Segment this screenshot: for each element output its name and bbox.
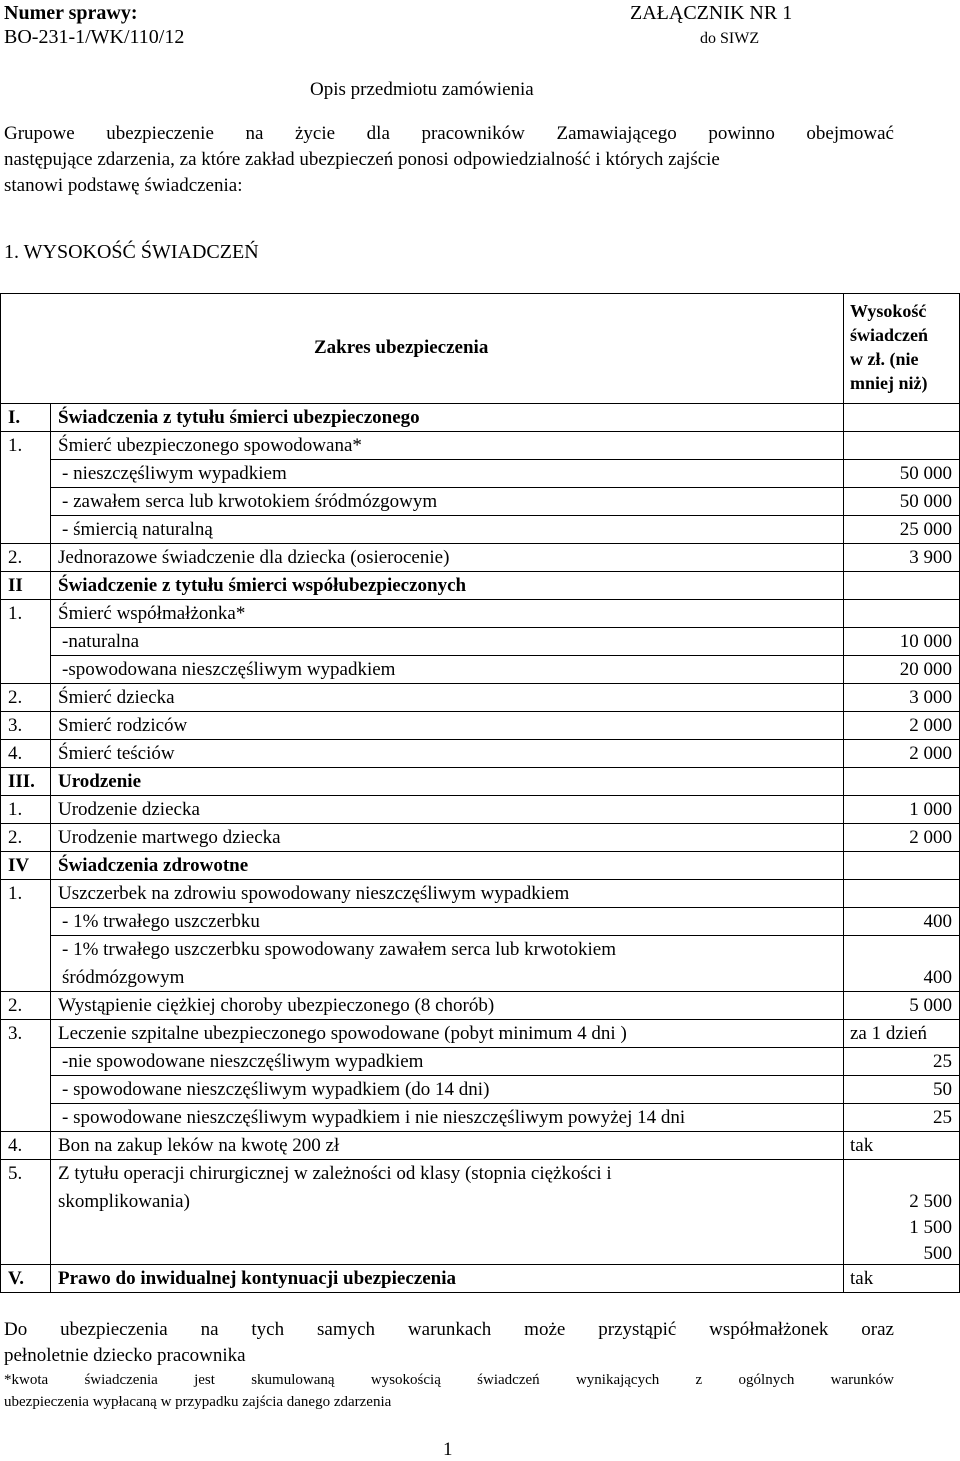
table-row <box>0 655 960 683</box>
table-row <box>0 879 960 907</box>
row-description: Świadczenia z tytułu śmierci ubezpieczonego <box>58 407 420 428</box>
table-rule <box>0 599 960 600</box>
row-description: Śmierć dziecka <box>58 687 175 708</box>
footer-line: pełnoletnie dziecko pracownika <box>4 1345 246 1366</box>
row-description: Z tytułu operacji chirurgicznej w zależności od klasy (stopnia ciężkości i <box>58 1163 612 1184</box>
column-header-amount <box>850 299 928 395</box>
table-rule <box>0 991 960 992</box>
column-header-scope: Zakres ubezpieczenia <box>314 337 489 358</box>
column-header-amount-line: świadczeń <box>850 325 928 345</box>
row-number: 4. <box>8 1135 23 1156</box>
table-rule <box>0 1264 960 1265</box>
table-row <box>0 711 960 739</box>
intro-line: następujące zdarzenia, za które zakład ubezpieczeń ponosi odpowiedzialność i których zajście <box>4 149 720 170</box>
table-rule <box>50 1075 960 1076</box>
table-rule <box>50 515 960 516</box>
row-description: Wystąpienie ciężkiej choroby ubezpieczonego (8 chorób) <box>58 995 495 1016</box>
table-row <box>0 1075 960 1103</box>
row-description: Śmierć teściów <box>58 743 175 764</box>
row-description: -naturalna <box>62 631 140 652</box>
table-rule <box>50 459 960 460</box>
row-amount: 2 500 <box>909 1191 952 1212</box>
table-rule <box>50 403 51 1292</box>
row-number: V. <box>8 1268 25 1289</box>
row-description: Urodzenie martwego dziecka <box>58 827 281 848</box>
intro-line: Grupowe ubezpieczenie na życie dla pracowników Zamawiającego powinno obejmować <box>4 123 894 144</box>
table-row <box>0 991 960 1019</box>
table-rule <box>0 711 960 712</box>
row-number: 2. <box>8 687 23 708</box>
table-rule <box>50 627 960 628</box>
row-number: 1. <box>8 799 23 820</box>
table-row <box>0 459 960 487</box>
page-number: 1 <box>443 1439 453 1460</box>
row-number: IV <box>8 855 30 876</box>
table-rule <box>50 1103 960 1104</box>
table-rule <box>0 879 960 880</box>
table-row <box>0 571 960 599</box>
table-rule <box>0 739 960 740</box>
intro-paragraph <box>4 121 894 199</box>
row-number: 1. <box>8 435 23 456</box>
section-heading: 1. WYSOKOŚĆ ŚWIADCZEŃ <box>4 241 259 263</box>
row-number: 1. <box>8 603 23 624</box>
row-description: Smierć rodziców <box>58 715 188 736</box>
footnote-line: ubezpieczenia wypłacaną w przypadku zajścia danego zdarzenia <box>4 1394 392 1410</box>
table-row <box>0 431 960 459</box>
row-amount: 1 500 <box>909 1217 952 1238</box>
row-amount: 3 000 <box>909 687 952 708</box>
table-border <box>0 1292 960 1293</box>
table-row <box>0 543 960 571</box>
row-description: Uszczerbek na zdrowiu spowodowany nieszczęśliwym wypadkiem <box>58 883 570 904</box>
row-amount: 5 000 <box>909 995 952 1016</box>
row-amount: 50 000 <box>899 491 952 512</box>
row-description: -spowodowana nieszczęśliwym wypadkiem <box>62 659 396 680</box>
footnote <box>4 1369 894 1413</box>
row-description: Śmierć ubezpieczonego spowodowana* <box>58 435 362 456</box>
table-border <box>0 403 960 404</box>
table-rule <box>50 1047 960 1048</box>
table-row <box>0 599 960 627</box>
row-amount: tak <box>850 1268 874 1289</box>
table-rule <box>0 823 960 824</box>
row-amount: 400 <box>923 911 952 932</box>
row-description: Prawo do inwidualnej kontynuacji ubezpieczenia <box>58 1268 456 1289</box>
column-header-amount-line: mniej niż) <box>850 373 928 393</box>
table-row <box>0 935 960 991</box>
row-description: - 1% trwałego uszczerbku <box>62 911 260 932</box>
table-rule <box>0 543 960 544</box>
row-amount: tak <box>850 1135 874 1156</box>
row-description: Bon na zakup leków na kwotę 200 zł <box>58 1135 340 1156</box>
row-description-continued: skomplikowania) <box>58 1191 190 1212</box>
row-description: Świadczenia zdrowotne <box>58 855 249 876</box>
table-row <box>0 767 960 795</box>
table-border <box>0 293 960 294</box>
table-rule <box>0 683 960 684</box>
footnote-line: *kwota świadczenia jest skumulowaną wysokością świadczeń wynikających z ogólnych warunków <box>4 1372 894 1388</box>
row-amount: 1 000 <box>909 799 952 820</box>
row-number: 1. <box>8 883 23 904</box>
row-description: Urodzenie <box>58 771 142 792</box>
table-row <box>0 851 960 879</box>
row-number: 3. <box>8 1023 23 1044</box>
row-amount: 2 000 <box>909 827 952 848</box>
table-row <box>0 907 960 935</box>
row-amount: 3 900 <box>909 547 952 568</box>
row-amount: 20 000 <box>899 659 952 680</box>
row-number: II <box>8 575 23 596</box>
table-row <box>0 515 960 543</box>
row-number: 2. <box>8 547 23 568</box>
intro-line: stanowi podstawę świadczenia: <box>4 175 243 196</box>
table-rule <box>50 655 960 656</box>
footer-line: Do ubezpieczenia na tych samych warunkach może przystąpić współmałżonek oraz <box>4 1319 894 1340</box>
row-number: 3. <box>8 715 23 736</box>
table-row <box>0 403 960 431</box>
row-description: Urodzenie dziecka <box>58 799 200 820</box>
table-rule <box>0 851 960 852</box>
row-number: III. <box>8 771 35 792</box>
table-rule <box>50 907 960 908</box>
column-header-amount-line: Wysokość <box>850 301 927 321</box>
row-number: 2. <box>8 827 23 848</box>
table-rule <box>0 767 960 768</box>
table-rule <box>50 935 960 936</box>
row-amount: 400 <box>923 967 952 988</box>
case-label: Numer sprawy: <box>4 2 138 24</box>
column-header-amount-line: w zł. (nie <box>850 349 919 369</box>
row-description: - spowodowane nieszczęśliwym wypadkiem (do 14 dni) <box>62 1079 490 1100</box>
row-number: 2. <box>8 995 23 1016</box>
row-amount: 50 <box>933 1079 952 1100</box>
table-rule <box>0 571 960 572</box>
row-description: Jednorazowe świadczenie dla dziecka (osierocenie) <box>58 547 450 568</box>
table-rule <box>0 431 960 432</box>
row-amount: 2 000 <box>909 715 952 736</box>
row-description: -nie spowodowane nieszczęśliwym wypadkiem <box>62 1051 424 1072</box>
row-description: - 1% trwałego uszczerbku spowodowany zawałem serca lub krwotokiem <box>62 939 616 960</box>
table-row <box>0 795 960 823</box>
page-title: Opis przedmiotu zamówienia <box>310 79 534 100</box>
attachment-sub: do SIWZ <box>700 30 760 47</box>
table-rule <box>0 1131 960 1132</box>
row-description: - zawałem serca lub krwotokiem śródmózgowym <box>62 491 438 512</box>
table-rule <box>50 487 960 488</box>
table-row <box>0 627 960 655</box>
row-amount: 10 000 <box>899 631 952 652</box>
row-amount: 25 <box>933 1107 952 1128</box>
table-rule <box>0 1019 960 1020</box>
table-row <box>0 1159 960 1264</box>
row-description: - nieszczęśliwym wypadkiem <box>62 463 287 484</box>
attachment-label: ZAŁĄCZNIK NR 1 <box>630 2 793 24</box>
table-rule <box>0 795 960 796</box>
footer-paragraph <box>4 1317 894 1369</box>
table-row <box>0 683 960 711</box>
table-row <box>0 1019 960 1047</box>
row-description-continued: śródmózgowym <box>62 967 185 988</box>
row-number: 5. <box>8 1163 23 1184</box>
row-amount: 25 <box>933 1051 952 1072</box>
table-border <box>0 293 1 1292</box>
row-description: Świadczenie z tytułu śmierci współubezpieczonych <box>58 575 467 596</box>
row-amount: za 1 dzień <box>850 1023 928 1044</box>
table-row <box>0 823 960 851</box>
row-description: - spowodowane nieszczęśliwym wypadkiem i nie nieszczęśliwym powyżej 14 dni <box>62 1107 686 1128</box>
row-amount: 50 000 <box>899 463 952 484</box>
row-description: Leczenie szpitalne ubezpieczonego spowodowane (pobyt minimum 4 dni ) <box>58 1023 627 1044</box>
table-row <box>0 739 960 767</box>
row-description: Śmierć współmałżonka* <box>58 603 246 624</box>
table-rule <box>0 1159 960 1160</box>
row-amount: 25 000 <box>899 519 952 540</box>
table-row <box>0 1264 960 1292</box>
table-rule <box>843 293 844 1292</box>
case-number: BO-231-1/WK/110/12 <box>4 26 185 48</box>
row-number: 4. <box>8 743 23 764</box>
row-description: - śmiercią naturalną <box>62 519 213 540</box>
row-amount: 500 <box>923 1243 952 1264</box>
table-row <box>0 1103 960 1131</box>
table-row <box>0 487 960 515</box>
table-row <box>0 1047 960 1075</box>
table-row <box>0 1131 960 1159</box>
row-number: I. <box>8 407 21 428</box>
row-amount: 2 000 <box>909 743 952 764</box>
